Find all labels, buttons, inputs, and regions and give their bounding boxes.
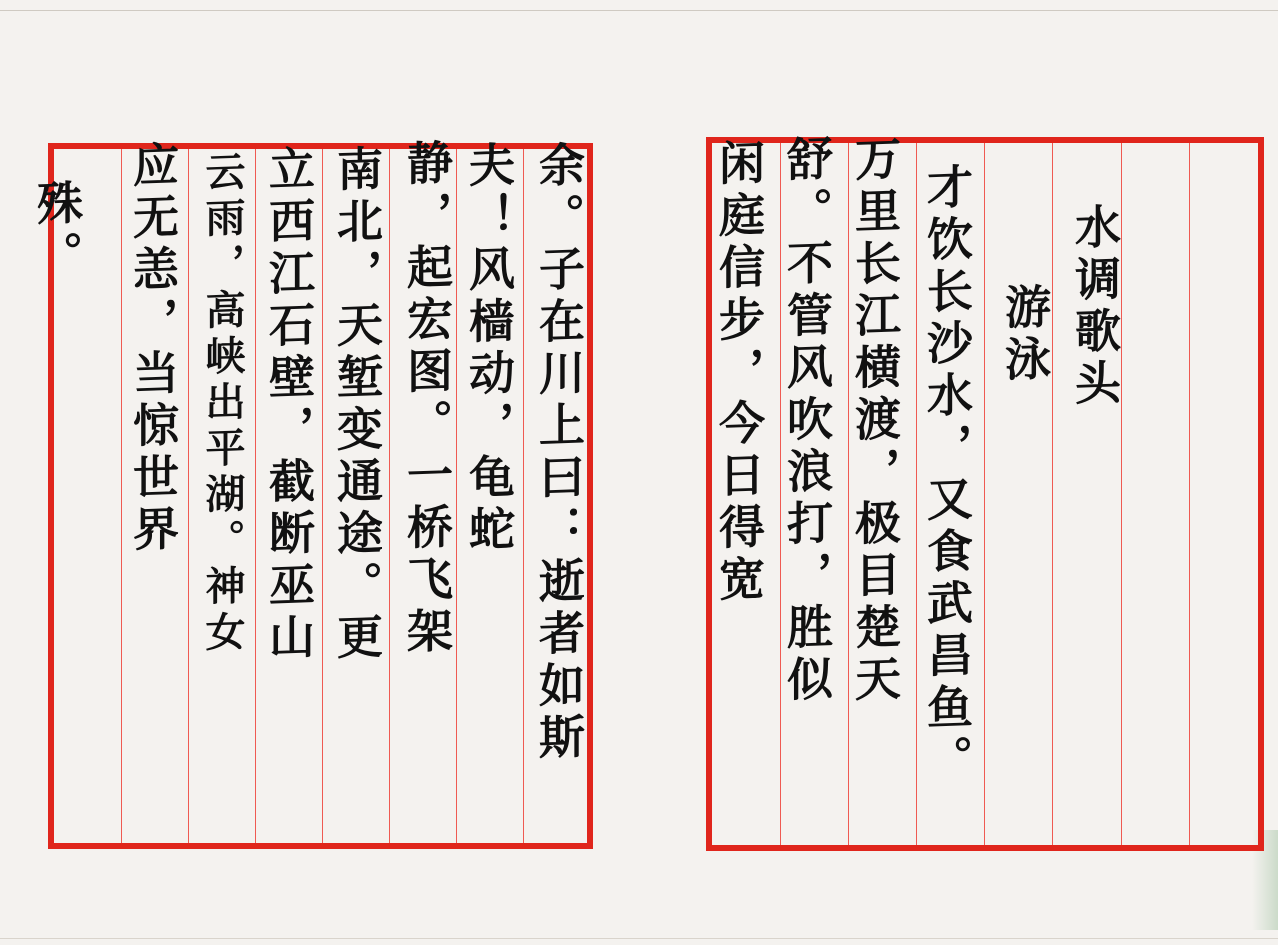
handwritten-line: 南北，天堑变通途。更	[330, 144, 384, 666]
handwritten-line: 静，起宏图。一桥飞架	[400, 138, 454, 660]
handwritten-line: 万里长江横渡，极目楚天	[848, 134, 902, 708]
handwritten-line: 云雨，高峡出平湖。神女	[199, 150, 246, 658]
handwritten-line: 夫！风樯动，龟蛇	[462, 140, 516, 558]
column	[1121, 143, 1189, 845]
handwritten-line: 应无恙，当惊世界	[126, 140, 180, 558]
handwritten-line: 殊。	[30, 178, 84, 284]
handwritten-line: 才饮长沙水，又食武昌鱼。	[920, 162, 974, 788]
handwritten-line: 余。子在川上曰：逝者如斯	[532, 140, 586, 766]
handwritten-line: 闲庭信步，今日得宽	[712, 138, 766, 608]
left-letter-sheet	[30, 138, 593, 849]
poem-title: 水调歌头	[1068, 202, 1122, 412]
column	[984, 143, 1052, 845]
bottom-divider	[0, 938, 1278, 939]
poem-subtitle: 游泳	[998, 282, 1052, 388]
right-letter-sheet	[706, 134, 1264, 851]
handwritten-line: 立西江石壁，截断巫山	[262, 144, 316, 666]
top-divider	[0, 10, 1278, 11]
column	[1189, 143, 1258, 845]
handwritten-line: 舒。不管风吹浪打，胜似	[780, 134, 834, 708]
